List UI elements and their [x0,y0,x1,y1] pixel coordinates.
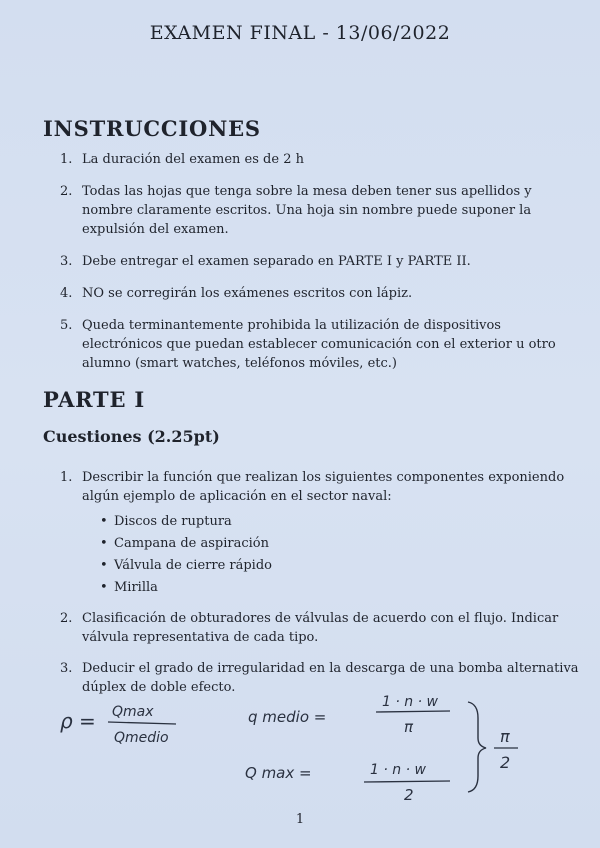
question-text: Describir la función que realizan los siguientes componentes exponiendo algún ejemplo de aplicación en el sector naval: [82,470,565,504]
part1-heading: PARTE I [43,387,146,412]
question-text: Clasificación de obturadores de válvulas de acuerdo con el flujo. Indicar válvula representativa de cada tipo. [82,611,559,645]
hw-brace [468,702,486,792]
bullet-item: • Válvula de cierre rápido [100,558,272,573]
exam-title: EXAMEN FINAL - 13/06/2022 [149,22,451,44]
hw-fraction-bar [108,722,176,724]
item-number: 3. [60,254,73,269]
bullet-icon: • [100,514,108,529]
bullet-icon: • [100,580,108,595]
bullet-item: • Discos de ruptura [100,514,232,529]
hw-fraction-bar [376,711,450,712]
hw-denominator-1: π [404,718,414,736]
item-number: 1. [60,152,73,167]
item-text: La duración del examen es de 2 h [82,152,304,167]
hw-qmax: Qmax [112,704,154,720]
hw-numerator-1: 1 · n · w [382,694,438,710]
bullet-item: • Mirilla [100,580,158,595]
bullet-icon: • [100,558,108,573]
hw-qmax-label: Q max = [245,764,312,782]
hw-qmedio: Qmedio [114,730,169,746]
part1-subheading: Cuestiones (2.25pt) [43,427,220,446]
item-number: 5. [60,318,73,333]
hw-numerator-2: 1 · n · w [370,762,426,778]
item-text: NO se corregirán los exámenes escritos con lápiz. [82,286,413,301]
question-number: 2. [60,611,73,626]
question-text: Deducir el grado de irregularidad en la descarga de una bomba alternativa dúplex de doble efecto. [82,661,579,695]
instructions-heading: INSTRUCCIONES [43,116,261,141]
bullet-item: • Campana de aspiración [100,536,270,551]
bullet-icon: • [100,536,108,551]
hw-result-den: 2 [500,753,511,772]
item-text: Debe entregar el examen separado en PARTE I y PARTE II. [82,254,471,269]
page-number: 1 [295,812,305,827]
question-number: 3. [60,661,73,676]
item-text: Queda terminantemente prohibida la utilización de dispositivos electrónicos que puedan establecer comunicación con el exterior u otro alumno (smart watches, teléfonos móviles, etc.) [82,318,556,371]
hw-denominator-2: 2 [404,786,414,804]
question-number: 1. [60,470,73,485]
hw-rho: ρ = [60,709,96,733]
item-number: 2. [60,184,73,199]
hw-fraction-bar [364,781,450,782]
hw-result-num: π [500,727,510,746]
hw-qmedio-label: q medio = [248,708,327,726]
item-number: 4. [60,286,73,301]
item-text: Todas las hojas que tenga sobre la mesa deben tener sus apellidos y nombre claramente escritos. Una hoja sin nombre puede suponer la expulsión del examen. [82,184,532,237]
